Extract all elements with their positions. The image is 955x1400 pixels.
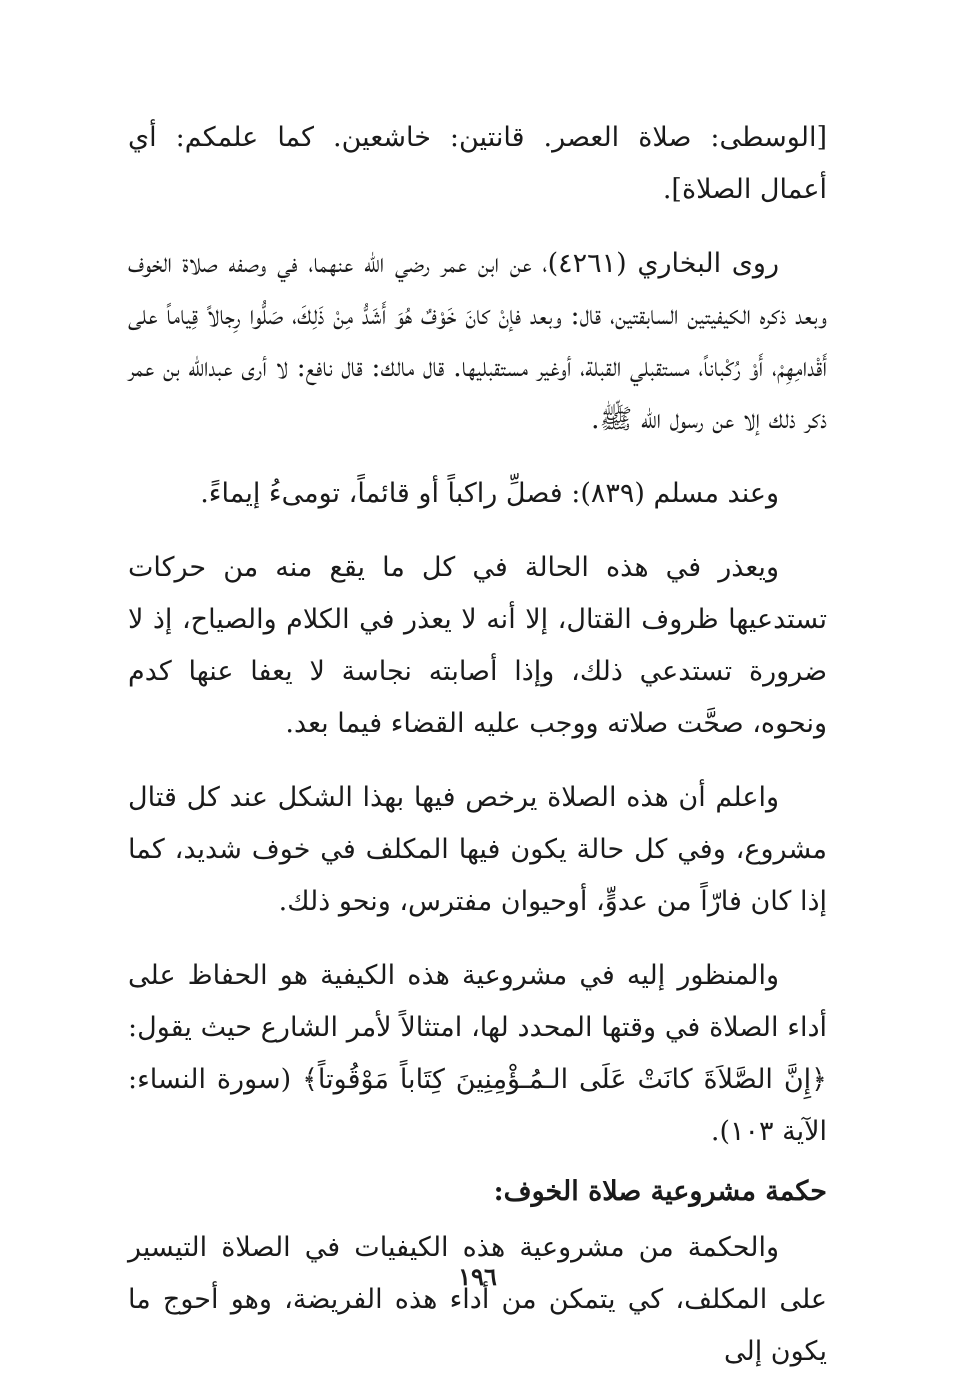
page-body (128, 112, 827, 1400)
page-number: ١٩٦ (458, 1262, 497, 1291)
paragraph-muslim-narration: وعند مسلم (٨٣٩): فصلِّ راكباً أو قائماً، تومىءُ إيماءً. (200, 478, 779, 509)
paragraph-wisdom: والحكمة من مشروعية هذه الكيفيات في الصلاة التيسير على المكلف، كي يتمكن من أداء هذه الفريضة، وهو أحوج ما يكون إلى (128, 1232, 827, 1367)
paragraph-excused-movements: ويعذر في هذه الحالة في كل ما يقع منه من حركات تستدعيها ظروف القتال، إلا أنه لا يعذر في الكلام والصياح، إذ لا ضرورة تستدعي ذلك، وإذا أصابته نجاسة لا يعفا عنها كدم ونحوه، صحَّت صلاته ووجب عليه القضاء فيما بعد. (128, 552, 827, 739)
paragraph-permission-conditions: واعلم أن هذه الصلاة يرخص فيها بهذا الشكل عند كل قتال مشروع، وفي كل حالة يكون فيها المكلف في خوف شديد، كما إذا كان فارّاً من عدوٍّ، أوحيوان مفترس، ونحو ذلك. (128, 782, 827, 917)
paragraph-bukhari-narration: روى البخاري (٤٢٦١)، عن ابن عمر رضي الله عنهما، في وصفه صلاة الخوف وبعد ذكره الكيفيتين السابقتين، قال: وبعد فإنْ كانَ خَوْفٌ هُوَ أَشَدُّ مِنْ ذَلِكَ، صَلُّوا رِجالاً قِياماً على أَقْدامِهِمْ، أَوْ رُكْباناً، مستقبلي القبلة، أوغير مستقبليها. قال مالك: قال نافع: لا أرى عبدالله بن عمر ذكر ذلك إلا عن رسول الله ﷺ. (128, 248, 827, 435)
paragraph-purpose: والمنظور إليه في مشروعية هذه الكيفية هو الحفاظ على أداء الصلاة في وقتها المحدد لها، امتثالاً لأمر الشارع حيث يقول: ﴿إِنَّ الصَّلاَةَ كانَتْ عَلَى الـمُـؤْمِنِينَ كِتَاباً مَوْقُوتاً﴾ (سورة النساء: الآية ١٠٣). (128, 960, 827, 1147)
paragraph-vocabulary-note: [الوسطى: صلاة العصر. قانتين: خاشعين. كما علمكم: أي أعمال الصلاة]. (128, 122, 827, 205)
section-heading-wisdom: حكمة مشروعية صلاة الخوف: (493, 1176, 827, 1207)
